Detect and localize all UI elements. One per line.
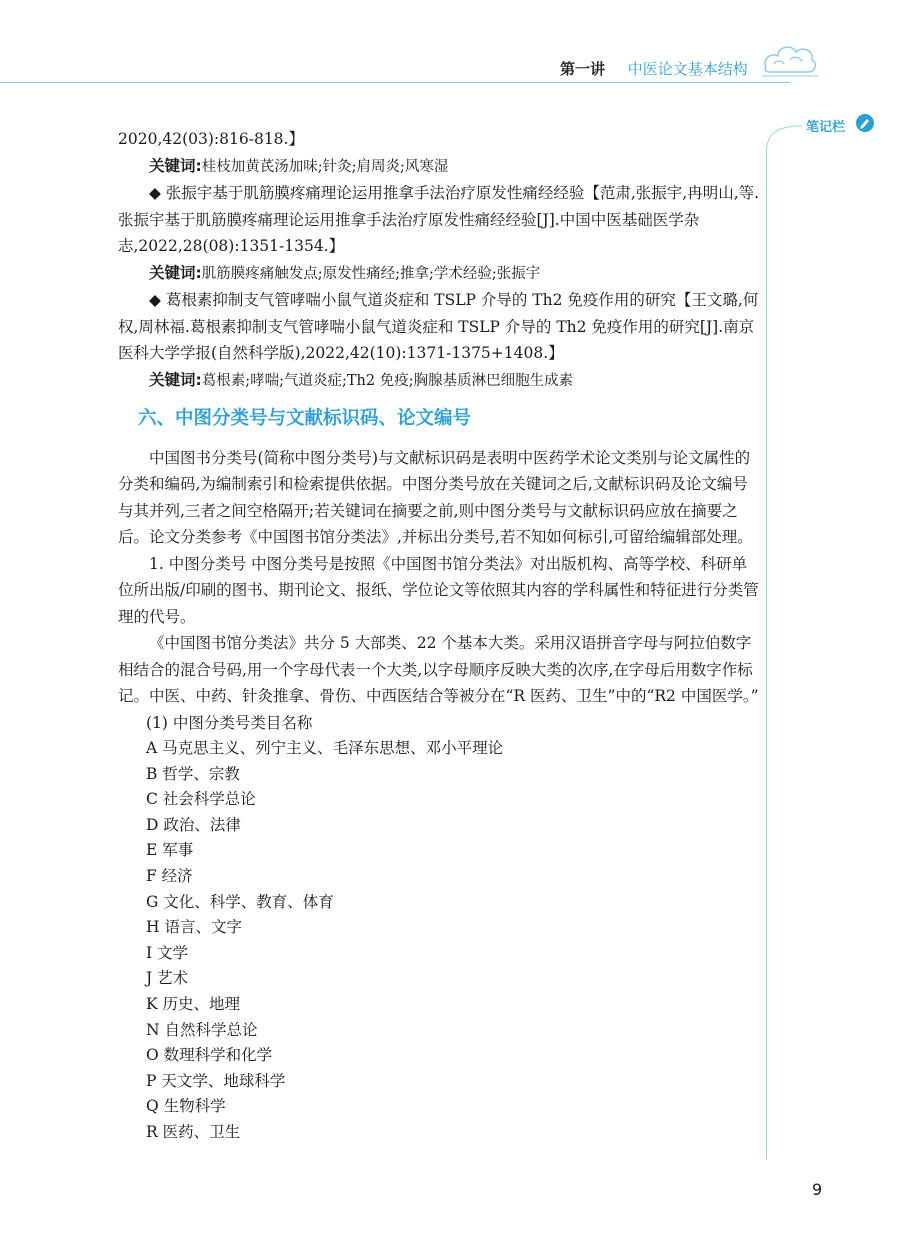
keywords-line bbox=[118, 367, 760, 395]
list-item: E 军事 bbox=[146, 841, 194, 860]
notes-column-curve bbox=[766, 122, 806, 156]
lecture-number: 第一讲 bbox=[560, 60, 606, 78]
body-paragraph: 中国图书分类号(简称中图分类号)与文献标识码是表明中医药学术论文类别与论文属性的分类和编码,为编制索引和检索提供依据。中图分类号放在关键词之后,文献标识码及论文编号与其并列,三者之间空格隔开;若关键词在摘要之前,则中图分类号与文献标识码应放在摘要之后。论文分类参考《中国图书馆分类法》,并标出分类号,若不知如何标引,可留给编辑部处理。 bbox=[118, 448, 753, 546]
list-item: N 自然科学总论 bbox=[146, 1020, 258, 1039]
reference-entry: ◆ 张振宇基于肌筋膜疼痛理论运用推拿手法治疗原发性痛经经验【范肃,张振宇,冉明山,等.张振宇基于肌筋膜疼痛理论运用推拿手法治疗原发性痛经经验[J].中国中医基础医学杂志,2022,28(08):1351-1354.】 bbox=[118, 184, 760, 255]
keywords-text: 桂枝加黄芪汤加味;针灸;肩周炎;风寒湿 bbox=[201, 158, 449, 175]
chapter-title: 中医论文基本结构 bbox=[627, 60, 748, 78]
notes-column-label: 笔记栏 bbox=[806, 120, 846, 135]
list-item: O 数理科学和化学 bbox=[146, 1046, 273, 1065]
section-heading: 六、中图分类号与文献标识码、论文编号 bbox=[138, 408, 472, 429]
notes-column-rule bbox=[766, 150, 767, 1160]
list-item: F 经济 bbox=[146, 866, 193, 885]
classification-list bbox=[118, 736, 760, 1146]
list-item: G 文化、科学、教育、体育 bbox=[146, 892, 334, 911]
list-item: R 医药、卫生 bbox=[146, 1122, 241, 1141]
reference-entry: ◆ 葛根素抑制支气管哮喘小鼠气道炎症和 TSLP 介导的 Th2 免疫作用的研究【王文璐,何权,周林福.葛根素抑制支气管哮喘小鼠气道炎症和 TSLP 介导的 Th2 免疫作用的研究[J].南京医科大学学报(自然科学版),2022,42(10):1371-1375+1408.】 bbox=[118, 291, 759, 362]
reference-tail: 2020,42(03):816-818.】 bbox=[118, 130, 304, 148]
keywords-text: 肌筋膜疼痛触发点;原发性痛经;推拿;学术经验;张振宇 bbox=[201, 265, 541, 282]
list-item: I 文学 bbox=[146, 943, 189, 962]
running-header bbox=[560, 58, 748, 79]
list-item: P 天文学、地球科学 bbox=[146, 1071, 286, 1090]
list-item: D 政治、法律 bbox=[146, 815, 241, 834]
keywords-label: 关键词: bbox=[149, 370, 202, 389]
list-item: Q 生物科学 bbox=[146, 1097, 226, 1116]
list-item: K 历史、地理 bbox=[146, 994, 241, 1013]
keywords-label: 关键词: bbox=[149, 263, 202, 282]
body-paragraph: 《中国图书馆分类法》共分 5 大部类、22 个基本大类。采用汉语拼音字母与阿拉伯数字相结合的混合号码,用一个字母代表一个大类,以字母顺序反映大类的次序,在字母后用数字作标记。中医、中药、针灸推拿、骨伤、中西医结合等被分在“R 医药、卫生”中的“R2 中国医学。” bbox=[118, 634, 759, 705]
cloud-ornament-icon bbox=[760, 38, 820, 86]
list-item: A 马克思主义、列宁主义、毛泽东思想、邓小平理论 bbox=[146, 739, 504, 757]
list-item: H 语言、文字 bbox=[146, 918, 242, 937]
list-item: C 社会科学总论 bbox=[146, 790, 256, 809]
body-paragraph: 1. 中图分类号 中图分类号是按照《中国图书馆分类法》对出版机构、高等学校、科研单位所出版/印刷的图书、期刊论文、报纸、学位论文等依照其内容的学科属性和特征进行分类管理的代号。 bbox=[118, 554, 759, 626]
header-rule bbox=[0, 82, 790, 83]
list-item: J 艺术 bbox=[146, 969, 189, 988]
pencil-icon bbox=[856, 114, 874, 132]
list-item: B 哲学、宗教 bbox=[146, 764, 240, 783]
page-body bbox=[118, 126, 760, 1146]
keywords-text: 葛根素;哮喘;气道炎症;Th2 免疫;胸腺基质淋巴细胞生成素 bbox=[201, 372, 574, 389]
keywords-label: 关键词: bbox=[149, 156, 202, 175]
keywords-line bbox=[118, 153, 760, 181]
keywords-line bbox=[118, 260, 760, 288]
list-heading: (1) 中图分类号类目名称 bbox=[146, 713, 313, 732]
page-number: 9 bbox=[812, 1180, 823, 1199]
